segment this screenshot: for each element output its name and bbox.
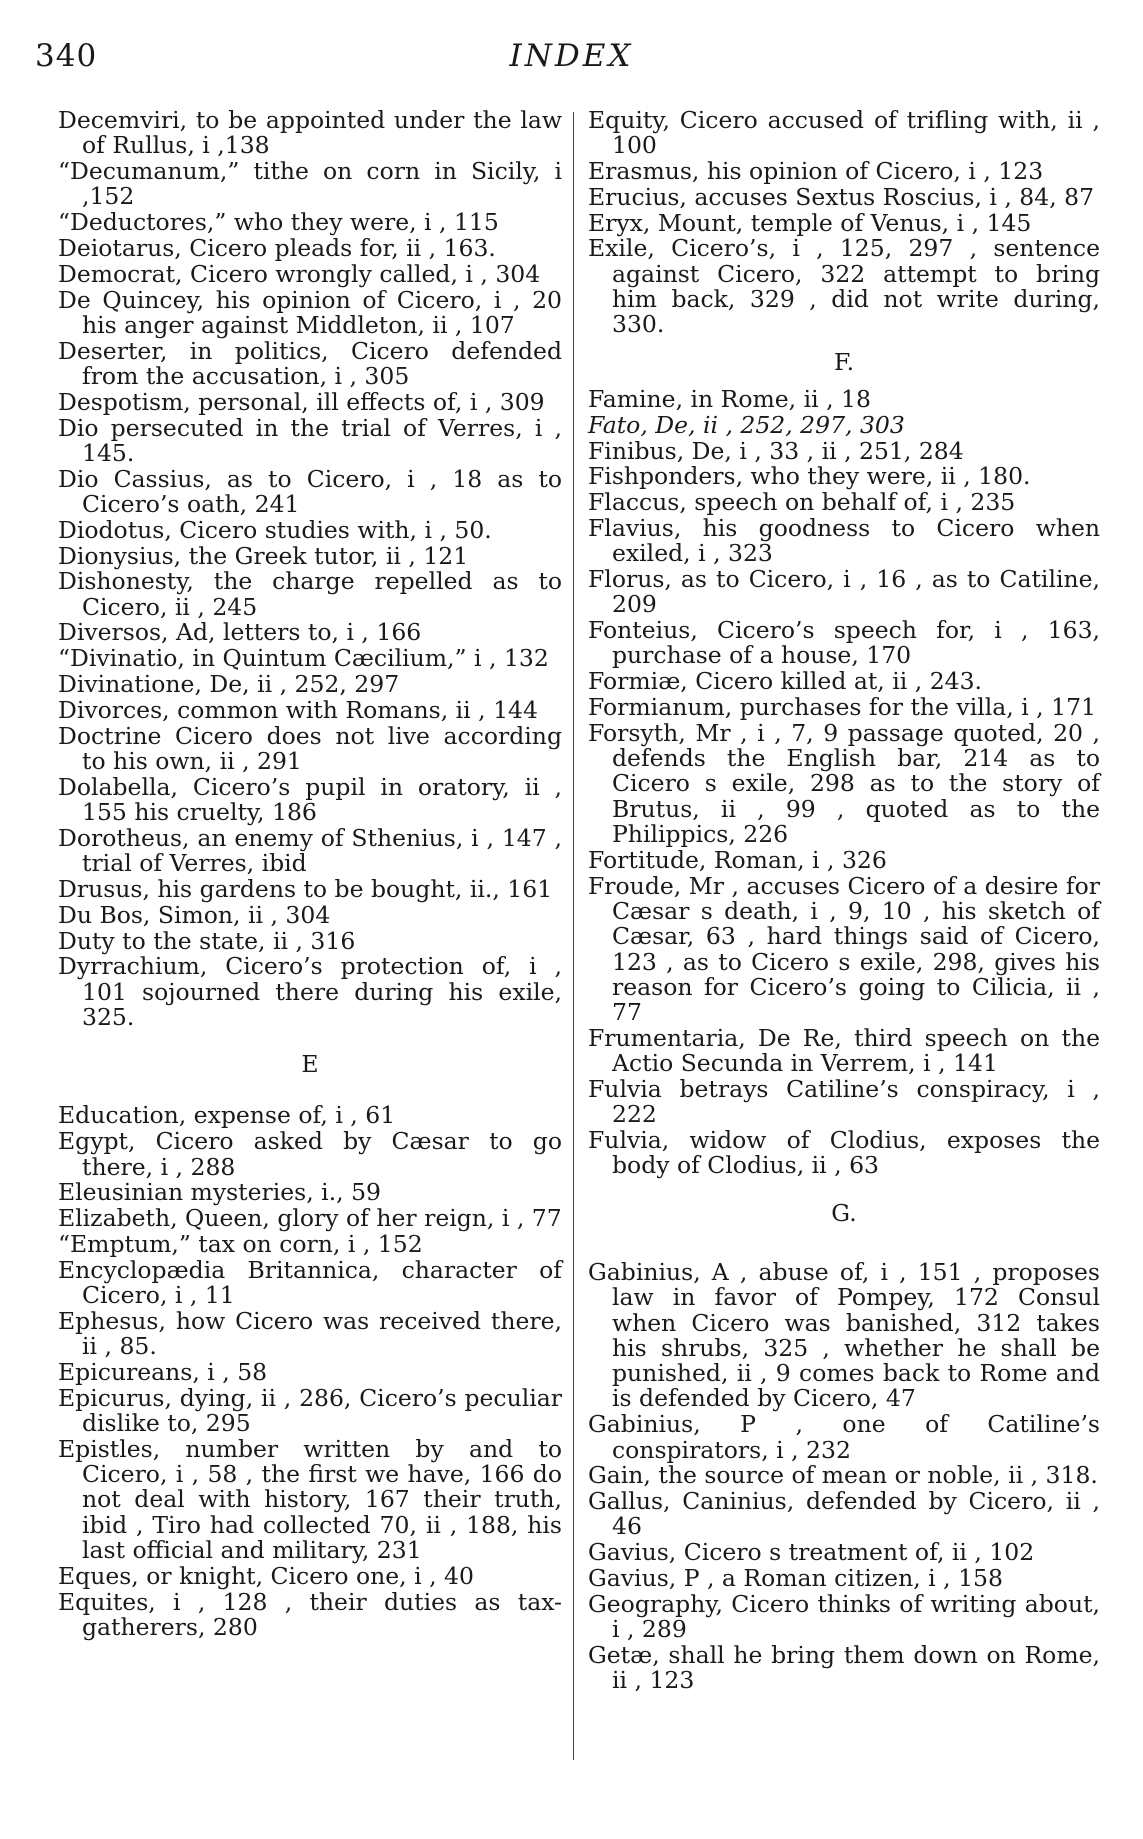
index-entry: Dio Cassius, as to Cicero, i , 18 as to Cicero’s oath, 241 <box>58 464 562 518</box>
index-entry: Gabinius, A , abuse of, i , 151 , proposes law in favor of Pompey, 172 Consul when Cicero was banished, 312 takes his shrubs, 325 , whether he shall be punished, ii , 9 comes back to Rome and is defended by Cicero, 47 <box>588 1257 1100 1413</box>
index-entry: Fulvia betrays Catiline’s conspiracy, i , 222 <box>588 1074 1100 1129</box>
index-entry: Gallus, Caninius, defended by Cicero, ii , 46 <box>588 1487 1100 1541</box>
index-list-d <box>58 108 562 1030</box>
index-entry: “Emptum,” tax on corn, i , 152 <box>58 1229 423 1258</box>
index-entry: Dio persecuted in the trial of Verres, i , 145. <box>58 413 562 467</box>
index-entry: Du Bos, Simon, ii , 304 <box>58 900 331 929</box>
index-entry: Education, expense of, i , 61 <box>58 1101 396 1130</box>
index-entry: Gain, the source of mean or noble, ii , 318. <box>588 1461 1098 1490</box>
index-entry: Gavius, Cicero s treatment of, ii , 102 <box>588 1538 1035 1567</box>
index-list-e <box>58 1103 562 1640</box>
index-entry: Exile, Cicero’s, i , 125, 297 , sentence against Cicero, 322 attempt to bring him back, 329 , did not write during, 330. <box>588 234 1100 339</box>
index-entry: Eryx, Mount, temple of Venus, i , 145 <box>588 208 1032 237</box>
section-letter-g: G. <box>831 1198 857 1227</box>
index-entry: Getæ, shall he bring them down on Rome, ii , 123 <box>588 1640 1100 1695</box>
index-entry: Geography, Cicero thinks of writing about, i , 289 <box>588 1589 1100 1644</box>
index-entry: Deserter, in politics, Cicero defended from the accusation, i , 305 <box>58 336 562 390</box>
index-entry: Formiæ, Cicero killed at, ii , 243. <box>588 667 983 696</box>
page-title: INDEX <box>509 38 634 74</box>
page-number: 340 <box>35 38 98 74</box>
index-entry: Gabinius, P , one of Catiline’s conspirators, i , 232 <box>588 1410 1100 1464</box>
index-entry: Erasmus, his opinion of Cicero, i , 123 <box>588 157 1044 186</box>
index-entry: Gavius, P , a Roman citizen, i , 158 <box>588 1564 1003 1593</box>
index-entry: Finibus, De, i , 33 , ii , 251, 284 <box>588 436 964 465</box>
index-entry: Duty to the state, ii , 316 <box>58 926 356 955</box>
index-entry: Drusus, his gardens to be bought, ii., 161 <box>58 874 553 903</box>
index-list-f <box>588 384 1100 1180</box>
index-entry: Doctrine Cicero does not live according to his own, ii , 291 <box>58 721 562 775</box>
index-entry: Epicurus, dying, ii , 286, Cicero’s peculiar dislike to, 295 <box>58 1383 562 1438</box>
index-entry: Ephesus, how Cicero was received there, ii , 85. <box>58 1306 562 1361</box>
index-entry: Dolabella, Cicero’s pupil in oratory, ii , 155 his cruelty, 186 <box>58 772 562 827</box>
index-list-g <box>588 1257 1100 1695</box>
index-entry: Eleusinian mysteries, i., 59 <box>58 1178 382 1207</box>
index-entry: “Decumanum,” tithe on corn in Sicily, i ,152 <box>58 157 562 211</box>
index-entry: Famine, in Rome, ii , 18 <box>588 384 871 413</box>
index-entry: Despotism, personal, ill effects of, i , 309 <box>58 387 545 416</box>
index-entry: Forsyth, Mr , i , 7, 9 passage quoted, 20 , defends the English bar, 214 as to Cicero s exile, 298 as to the story of Brutus, ii , 99 , quoted as to the Philippics, 226 <box>588 718 1100 849</box>
index-entry: Elizabeth, Queen, glory of her reign, i , 77 <box>58 1204 562 1233</box>
index-entry: Equites, i , 128 , their duties as tax-gatherers, 280 <box>58 1587 562 1641</box>
index-entry: Dorotheus, an enemy of Sthenius, i , 147 , trial of Verres, ibid <box>58 823 562 878</box>
index-entry: Fulvia, widow of Clodius, exposes the body of Clodius, ii , 63 <box>588 1126 1100 1180</box>
index-entry: Diodotus, Cicero studies with, i , 50. <box>58 515 492 544</box>
index-entry: Deiotarus, Cicero pleads for, ii , 163. <box>58 233 496 262</box>
index-entry: “Divinatio, in Quintum Cæcilium,” i , 132 <box>58 644 549 673</box>
index-entry: Florus, as to Cicero, i , 16 , as to Catiline, 209 <box>588 565 1100 619</box>
section-letter-f: F. <box>833 347 855 376</box>
index-entry: Dyrrachium, Cicero’s protection of, i , 101 sojourned there during his exile, 325. <box>58 952 562 1031</box>
left-column <box>58 108 562 1641</box>
index-entry: Fortitude, Roman, i , 326 <box>588 845 887 874</box>
index-entry: Decemviri, to be appointed under the law of Rullus, i ,138 <box>58 106 562 160</box>
page-header <box>35 38 1108 78</box>
index-entry: Epistles, number written by and to Cicero, i , 58 , the first we have, 166 do not deal with history, 167 their truth, ibid , Tiro had collected 70, ii , 188, his last official and military, 231 <box>58 1434 562 1565</box>
index-entry: Flavius, his goodness to Cicero when exiled, i , 323 <box>588 513 1100 568</box>
index-entry: Fonteius, Cicero’s speech for, i , 163, purchase of a house, 170 <box>588 616 1100 670</box>
index-entry: Dionysius, the Greek tutor, ii , 121 <box>58 541 469 570</box>
index-entry: “Deductores,” who they were, i , 115 <box>58 208 499 237</box>
index-entry: Encyclopædia Britannica, character of Cicero, i , 11 <box>58 1255 562 1310</box>
index-entry: Fato, De, ii , 252, 297, 303 <box>588 410 905 439</box>
section-letter-e: E <box>301 1050 319 1079</box>
index-list-e-continued <box>588 108 1100 338</box>
index-entry: Dishonesty, the charge repelled as to Cicero, ii , 245 <box>58 567 562 621</box>
index-entry: Fishponders, who they were, ii , 180. <box>588 462 1031 491</box>
index-entry: Eques, or knight, Cicero one, i , 40 <box>58 1561 474 1590</box>
index-entry: Erucius, accuses Sextus Roscius, i , 84, 87 <box>588 182 1095 211</box>
index-entry: Formianum, purchases for the villa, i , 171 <box>588 693 1096 722</box>
index-entry: Epicureans, i , 58 <box>58 1357 268 1386</box>
index-entry: Froude, Mr , accuses Cicero of a desire for Cæsar s death, i , 9, 10 , his sketch of Cæsar, 63 , hard things said of Cicero, 123 , as to Cicero s exile, 298, gives his reason for Cicero’s going to Cilicia, ii , 77 <box>588 871 1100 1027</box>
index-entry: Egypt, Cicero asked by Cæsar to go there, i , 288 <box>58 1127 562 1181</box>
index-entry: Diversos, Ad, letters to, i , 166 <box>58 618 422 647</box>
index-entry: De Quincey, his opinion of Cicero, i , 20 his anger against Middleton, ii , 107 <box>58 285 562 339</box>
column-divider <box>573 112 574 1760</box>
index-entry: Equity, Cicero accused of trifling with, ii , 100 <box>588 106 1100 160</box>
right-column <box>588 108 1100 1694</box>
index-entry: Frumentaria, De Re, third speech on the Actio Secunda in Verrem, i , 141 <box>588 1023 1100 1078</box>
index-entry: Democrat, Cicero wrongly called, i , 304 <box>58 259 541 288</box>
index-entry: Divorces, common with Romans, ii , 144 <box>58 695 538 724</box>
index-entry: Divinatione, De, ii , 252, 297 <box>58 670 400 699</box>
index-entry: Flaccus, speech on behalf of, i , 235 <box>588 488 1016 517</box>
